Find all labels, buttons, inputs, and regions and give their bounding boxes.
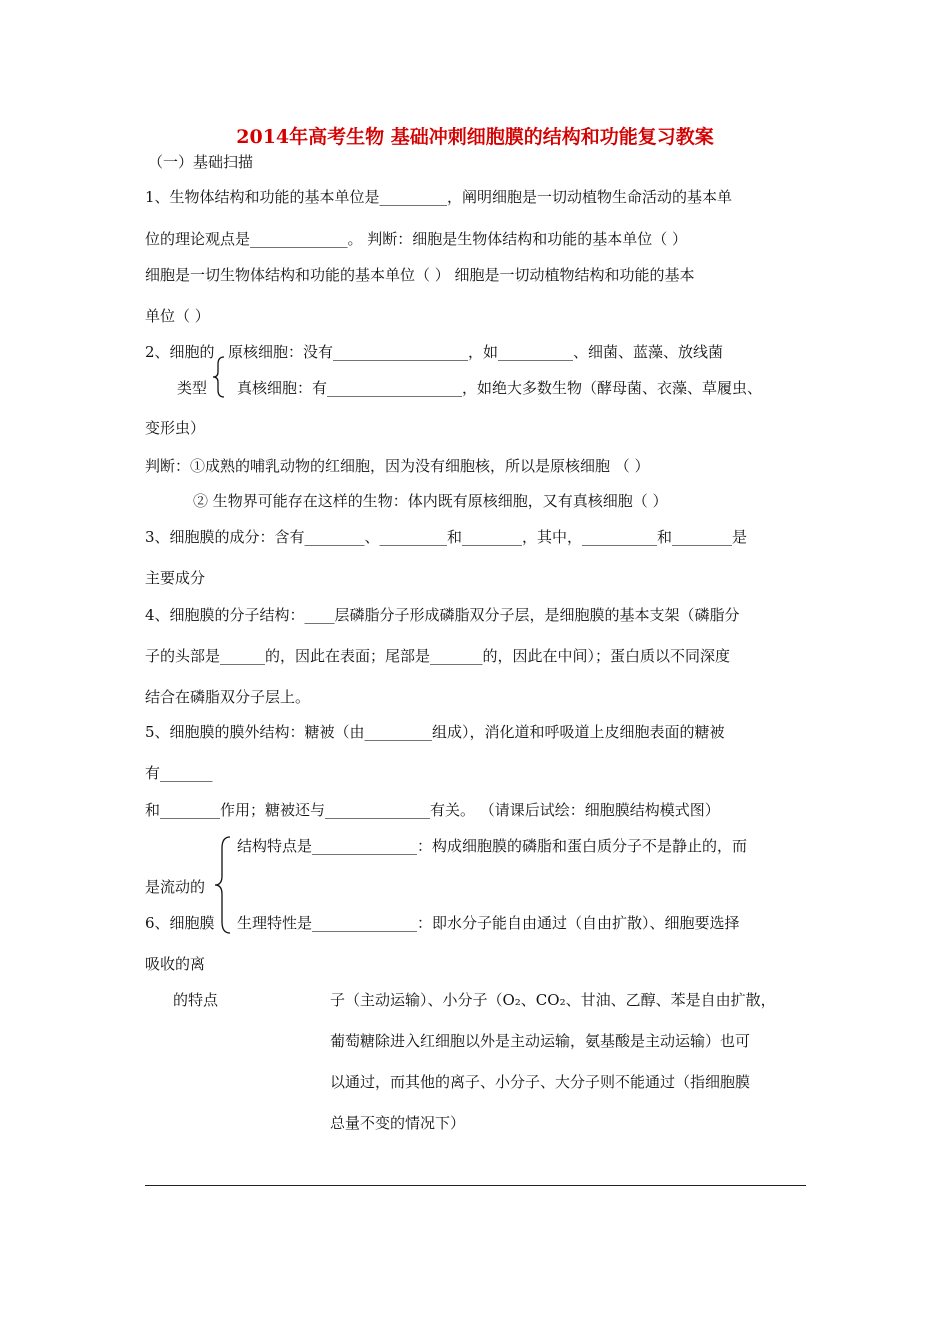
text-line: 主要成分 <box>145 569 206 587</box>
text-line: 结合在磷脂双分子层上。 <box>145 688 311 706</box>
text-line: 单位（ ） <box>145 307 210 325</box>
curly-brace-icon <box>210 356 228 398</box>
text-line: 细胞是一切生物体结构和功能的基本单位（ ） 细胞是一切动植物结构和功能的基本 <box>145 266 695 284</box>
footer-divider <box>145 1185 806 1186</box>
text-line: 子的头部是______的，因此在表面；尾部是_______的，因此在中间）；蛋白质以不同深度 <box>145 647 731 665</box>
text-line: 3、细胞膜的成分：含有________、_________和________，其中，__________和________是 <box>145 528 748 546</box>
text-line: 6、细胞膜 <box>145 914 215 932</box>
text-line: 4、细胞膜的分子结构：____层磷脂分子形成磷脂双分子层，是细胞膜的基本支架（磷脂分 <box>145 606 740 624</box>
text-line: 2、细胞的 <box>145 343 215 361</box>
text-line: 原核细胞：没有__________________，如__________、细菌、蓝藻、放线菌 <box>228 343 724 361</box>
curly-brace-icon <box>212 836 234 934</box>
text-line: 吸收的离 <box>145 955 206 973</box>
text-line: 的特点 <box>173 991 219 1009</box>
text-line: 变形虫） <box>145 419 206 437</box>
text-line: 类型 <box>177 379 208 397</box>
text-line: 有_______ <box>145 764 213 782</box>
text-line: 总量不变的情况下） <box>330 1114 466 1132</box>
text-line: 是流动的 <box>145 878 206 896</box>
text-line: 生理特性是______________：即水分子能自由通过（自由扩散）、细胞要选择 <box>237 914 740 932</box>
text-line: 和________作用；糖被还与______________有关。 （请课后试绘：细胞膜结构模式图） <box>145 801 720 819</box>
text-line: 真核细胞：有__________________，如绝大多数生物（酵母菌、衣藻、草履虫、 <box>237 379 763 397</box>
text-line: 子（主动运输）、小分子（O₂、CO₂、甘油、乙醇、苯是自由扩散， <box>330 991 776 1009</box>
text-line: 结构特点是______________：构成细胞膜的磷脂和蛋白质分子不是静止的，而 <box>237 837 748 855</box>
text-line: 5、细胞膜的膜外结构：糖被（由_________组成），消化道和呼吸道上皮细胞表面的糖被 <box>145 723 725 741</box>
document-title: 2014年高考生物 基础冲刺细胞膜的结构和功能复习教案 <box>236 126 714 148</box>
text-line: 判断：①成熟的哺乳动物的红细胞，因为没有细胞核，所以是原核细胞 （ ） <box>145 457 650 475</box>
text-line: 1、生物体结构和功能的基本单位是_________，阐明细胞是一切动植物生命活动的基本单 <box>145 188 733 206</box>
text-line: 位的理论观点是_____________。 判断：细胞是生物体结构和功能的基本单位（ ） <box>145 230 688 248</box>
section-heading: （一）基础扫描 <box>148 153 254 171</box>
text-line: 葡萄糖除进入红细胞以外是主动运输，氨基酸是主动运输）也可 <box>330 1032 751 1050</box>
text-line: ② 生物界可能存在这样的生物：体内既有原核细胞，又有真核细胞（ ） <box>193 492 668 510</box>
text-line: 以通过，而其他的离子、小分子、大分子则不能通过（指细胞膜 <box>330 1073 751 1091</box>
